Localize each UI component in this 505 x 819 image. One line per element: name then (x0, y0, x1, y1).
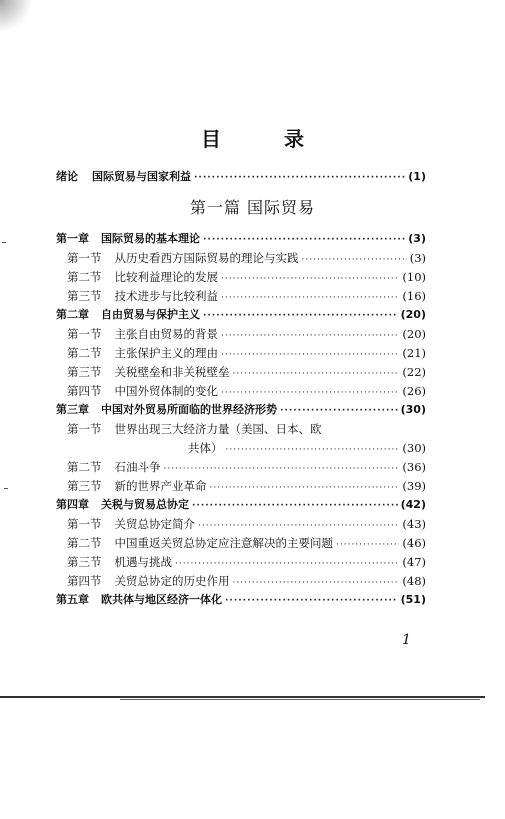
toc-page: (48) (402, 574, 426, 588)
toc-section (67, 325, 426, 343)
toc-title: 关贸总协定的历史作用 (114, 574, 230, 588)
toc-page: (16) (402, 289, 426, 303)
toc-section-continued (67, 439, 426, 457)
toc-leader (226, 441, 400, 459)
scan-shadow (0, 0, 40, 40)
part-title: 第一篇 国际贸易 (189, 198, 316, 217)
toc-title: 石油斗争 (114, 460, 161, 474)
toc-section (67, 363, 426, 381)
page-title: 目 录 (201, 127, 332, 151)
toc-number: 第三章 (56, 403, 89, 416)
toc-section (67, 344, 426, 362)
toc-section (67, 287, 426, 305)
toc-chapter (56, 306, 426, 324)
toc-title: 国际贸易与国家利益 (92, 170, 191, 183)
toc-title: 主张保护主义的理由 (114, 346, 218, 360)
toc-page: (21) (402, 346, 426, 360)
toc-page: (1) (408, 170, 426, 183)
toc-number: 第三节 (67, 289, 102, 303)
toc-leader (336, 536, 399, 554)
toc-intro (56, 168, 426, 186)
toc-number: 第二节 (67, 346, 102, 360)
toc-page: (10) (402, 270, 426, 284)
toc-page: (47) (402, 555, 426, 569)
toc-chapter (56, 591, 426, 609)
toc-leader (302, 251, 407, 269)
toc-leader (221, 327, 399, 345)
toc-number: 第一章 (56, 232, 89, 245)
toc-page: (42) (400, 498, 426, 511)
toc-number: 绪论 (56, 170, 78, 183)
toc-section (67, 458, 426, 476)
toc-section (67, 477, 426, 495)
toc-title: 比较利益理论的发展 (114, 270, 218, 284)
toc-leader (164, 460, 400, 478)
page-number: 1 (402, 632, 411, 648)
toc-chapter (56, 496, 426, 514)
toc-title: 关税壁垒和非关税壁垒 (114, 365, 230, 379)
toc-page: (3) (408, 232, 426, 245)
toc-chapter (56, 401, 426, 419)
toc-number: 第一节 (67, 327, 102, 341)
page-edge-rule (120, 699, 480, 700)
toc-leader (210, 479, 400, 497)
toc-number: 第四节 (67, 384, 102, 398)
margin-mark (2, 242, 6, 243)
toc-leader (233, 574, 400, 592)
toc-section (67, 515, 426, 533)
toc-number: 第四节 (67, 574, 102, 588)
toc-section (67, 572, 426, 590)
toc-number: 第五章 (56, 593, 89, 606)
toc-leader (221, 384, 399, 402)
toc-leader (280, 402, 398, 420)
toc-page: (30) (400, 403, 426, 416)
toc-leader (192, 497, 398, 515)
toc-title: 共体） (188, 441, 223, 455)
toc-leader (203, 231, 405, 249)
page-edge-rule (0, 696, 485, 698)
toc-number: 第二章 (56, 308, 89, 321)
toc-number: 第三节 (67, 479, 102, 493)
toc-title: 中国外贸体制的变化 (114, 384, 218, 398)
toc-section (67, 268, 426, 286)
toc-section (67, 420, 426, 438)
toc-title: 关贸总协定简介 (114, 517, 195, 531)
toc-number: 第二节 (67, 270, 102, 284)
toc-title: 国际贸易的基本理论 (101, 232, 200, 245)
toc-title: 中国对外贸易所面临的世界经济形势 (101, 403, 277, 416)
margin-mark (4, 488, 8, 489)
toc-number: 第四章 (56, 498, 89, 511)
toc-title: 机遇与挑战 (114, 555, 172, 569)
toc-title: 从历史看西方国际贸易的理论与实践 (114, 251, 299, 265)
toc-section (67, 553, 426, 571)
toc-section (67, 382, 426, 400)
toc-page: (26) (402, 384, 426, 398)
toc-page: (20) (400, 308, 426, 321)
toc-page: (46) (402, 536, 426, 550)
toc-leader (233, 365, 400, 383)
toc-leader (221, 346, 399, 364)
toc-leader (203, 307, 398, 325)
toc-leader (175, 555, 399, 573)
toc-leader (225, 592, 398, 610)
toc-title: 关税与贸易总协定 (101, 498, 189, 511)
toc-title: 自由贸易与保护主义 (101, 308, 200, 321)
toc-title: 欧共体与地区经济一体化 (101, 593, 222, 606)
toc-page: (30) (402, 441, 426, 455)
toc-number: 第一节 (67, 517, 102, 531)
toc-page: (39) (402, 479, 426, 493)
toc-chapter (56, 230, 426, 248)
toc-section (67, 249, 426, 267)
toc-number: 第三节 (67, 555, 102, 569)
toc-title: 中国重返关贸总协定应注意解决的主要问题 (114, 536, 333, 550)
toc-leader (198, 517, 399, 535)
toc-page: (36) (402, 460, 426, 474)
toc-number: 第三节 (67, 365, 102, 379)
toc-title: 主张自由贸易的背景 (114, 327, 218, 341)
toc-section (67, 534, 426, 552)
toc-number: 第二节 (67, 536, 102, 550)
toc-leader (194, 169, 405, 187)
toc-number: 第二节 (67, 460, 102, 474)
toc-page: (3) (409, 251, 426, 265)
toc-title: 新的世界产业革命 (114, 479, 207, 493)
toc-page: (43) (402, 517, 426, 531)
toc-page: (22) (402, 365, 426, 379)
toc-page: (51) (400, 593, 426, 606)
toc-number: 第一节 (67, 422, 102, 436)
toc-leader (221, 289, 399, 307)
toc-leader (221, 270, 399, 288)
toc-number: 第一节 (67, 251, 102, 265)
toc-title: 技术进步与比较利益 (114, 289, 218, 303)
toc-page: (20) (402, 327, 426, 341)
toc-title: 世界出现三大经济力量（美国、日本、欧 (114, 422, 322, 436)
